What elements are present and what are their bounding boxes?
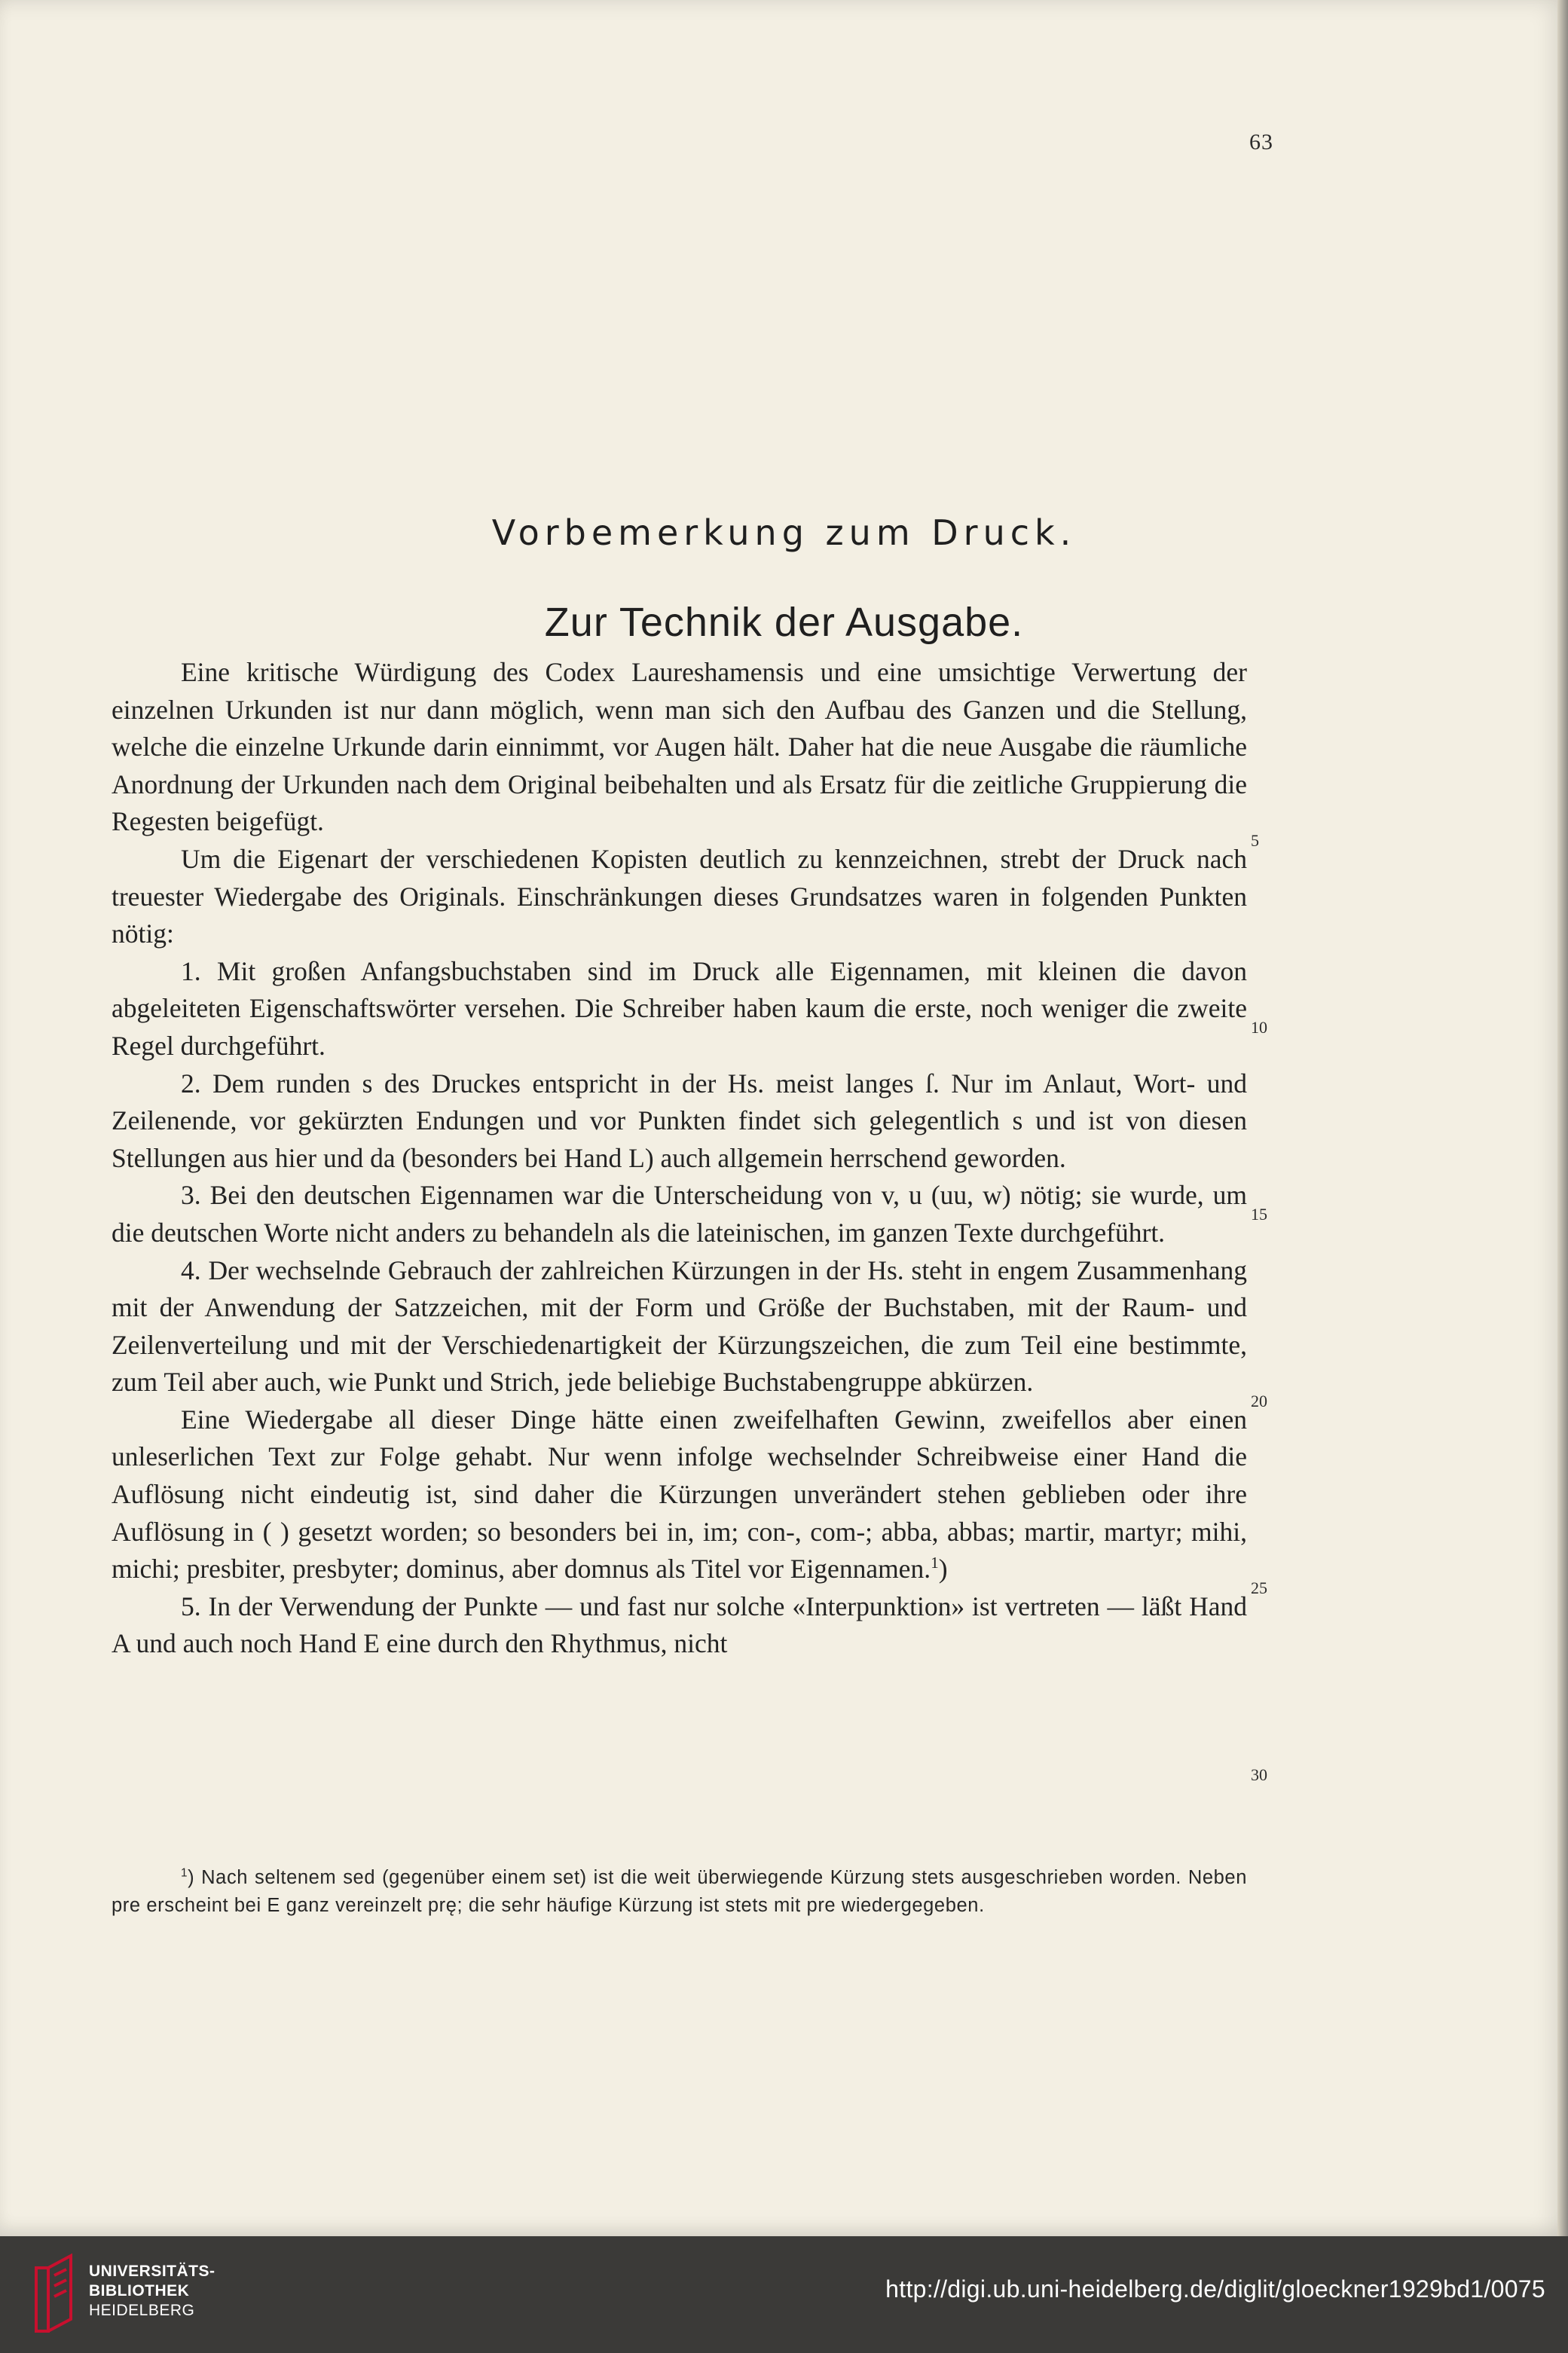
paragraph: 3. Bei den deutschen Eigennamen war die Unterscheidung von v, u (uu, w) nötig; sie wurde, um die deutschen Worte nicht anders zu behandeln als die lateinischen, im ganzen Texte durchgeführt. <box>112 1180 1247 1248</box>
line-number: 20 <box>1251 1392 1267 1410</box>
line-number: 10 <box>1251 1018 1267 1037</box>
body-text <box>112 654 1247 1663</box>
source-url-link[interactable]: http://digi.ub.uni-heidelberg.de/diglit/gloeckner1929bd1/0075 <box>885 2275 1545 2303</box>
footnote-text: Nach seltenem sed (gegenüber einem set) ist die weit überwiegende Kürzung stets ausgeschrieben worden. Neben pre erscheint bei E ganz vereinzelt prę; die sehr häufige Kürzung ist stets mit pre wiedergegeben. <box>112 1867 1247 1916</box>
logo-line: BIBLIOTHEK <box>89 2282 190 2300</box>
paragraph-with-footnote: Eine Wiedergabe all dieser Dinge hätte einen zweifelhaften Gewinn, zweifellos aber einen unleserlichen Text zur Folge gehabt. Nur wenn infolge wechselnder Schreibweise einer Hand die Auflösung nicht eindeutig ist, sind daher die Kürzungen unverändert stehen geblieben oder ihre Auflösung in ( ) gesetzt worden; so besonders bei in, im; con-, com-; abba, abbas; martir, martyr; mihi, michi; presbiter, presbyter; dominus, aber domnus als Titel vor Eigennamen.$^1$) <box>112 1404 1247 1584</box>
footnote <box>112 1864 1247 1920</box>
line-number: 5 <box>1251 831 1259 850</box>
paragraph: Um die Eigenart der verschiedenen Kopisten deutlich zu kennzeichnen, strebt der Druck nach treuester Wiedergabe des Originals. Einschränkungen dieses Grundsatzes waren in folgenden Punkten nötig: <box>112 843 1247 949</box>
paragraph: 5. In der Verwendung der Punkte — und fast nur solche «Interpunktion» ist vertreten — läßt Hand A und auch noch Hand E eine durch den Rhythmus, nicht <box>112 1591 1247 1659</box>
page-edge-shadow <box>1557 0 1568 2236</box>
logo-line: HEIDELBERG <box>89 2302 195 2319</box>
footnote-marker: $^1$) <box>181 1866 202 1888</box>
paragraph: Eine kritische Würdigung des Codex Laureshamensis und eine umsichtige Verwertung der einzelnen Urkunden ist nur dann möglich, wenn man sich den Aufbau des Ganzen und die Stellung, welche die einzelne Urkunde darin einnimmt, vor Augen hält. Daher hat die neue Ausgabe die räumliche Anordnung der Urkunden nach dem Original beibehalten und als Ersatz für die zeitliche Gruppierung die Regesten beigefügt. <box>112 657 1247 837</box>
footnote-reference: 1 <box>931 1554 939 1572</box>
line-number: 15 <box>1251 1205 1267 1224</box>
page-number: 63 <box>1249 130 1273 154</box>
section-title: Vorbemerkung zum Druck. <box>491 512 1077 553</box>
line-number: 30 <box>1251 1765 1267 1784</box>
paragraph: 1. Mit großen Anfangsbuchstaben sind im Druck alle Eigennamen, mit kleinen die davon abgeleiteten Eigenschaftswörter versehen. Die Schreiber haben kaum die erste, noch weniger die zweite Regel durchgeführt. <box>112 955 1247 1061</box>
library-logo-icon <box>33 2253 75 2336</box>
subsection-title: Zur Technik der Ausgabe. <box>544 600 1024 645</box>
library-logo-text <box>89 2262 215 2321</box>
line-number: 25 <box>1251 1578 1267 1597</box>
paragraph: 4. Der wechselnde Gebrauch der zahlreichen Kürzungen in der Hs. steht in engem Zusammenhang mit der Anwendung der Satzzeichen, mit der Form und Größe der Buchstaben, mit der Raum- und Zeilenverteilung und mit der Verschiedenartigkeit der Kürzungszeichen, die zum Teil eine bestimmte, zum Teil aber auch, wie Punkt und Strich, jede beliebige Buchstabengruppe abkürzen. <box>112 1254 1247 1398</box>
paragraph-text: Eine Wiedergabe all dieser Dinge hätte einen zweifelhaften Gewinn, zweifellos aber einen unleserlichen Text zur Folge gehabt. Nur wenn infolge wechselnder Schreibweise einer Hand die Auflösung nicht eindeutig ist, sind daher die Kürzungen unverändert stehen geblieben oder ihre Auflösung in ( ) gesetzt worden; so besonders bei in, im; con-, com-; abba, abbas; martir, martyr; mihi, michi; presbiter, presbyter; dominus, aber domnus als Titel vor Eigennamen. <box>112 1404 1247 1584</box>
logo-line: UNIVERSITÄTS- <box>89 2263 215 2280</box>
paragraph: 2. Dem runden s des Druckes entspricht in der Hs. meist langes ſ. Nur im Anlaut, Wort- und Zeilenende, vor gekürzten Endungen und vor Punkten findet sich gelegentlich s und ist von diesen Stellungen aus hier und da (besonders bei Hand L) auch allgemein herrschend geworden. <box>112 1068 1247 1173</box>
